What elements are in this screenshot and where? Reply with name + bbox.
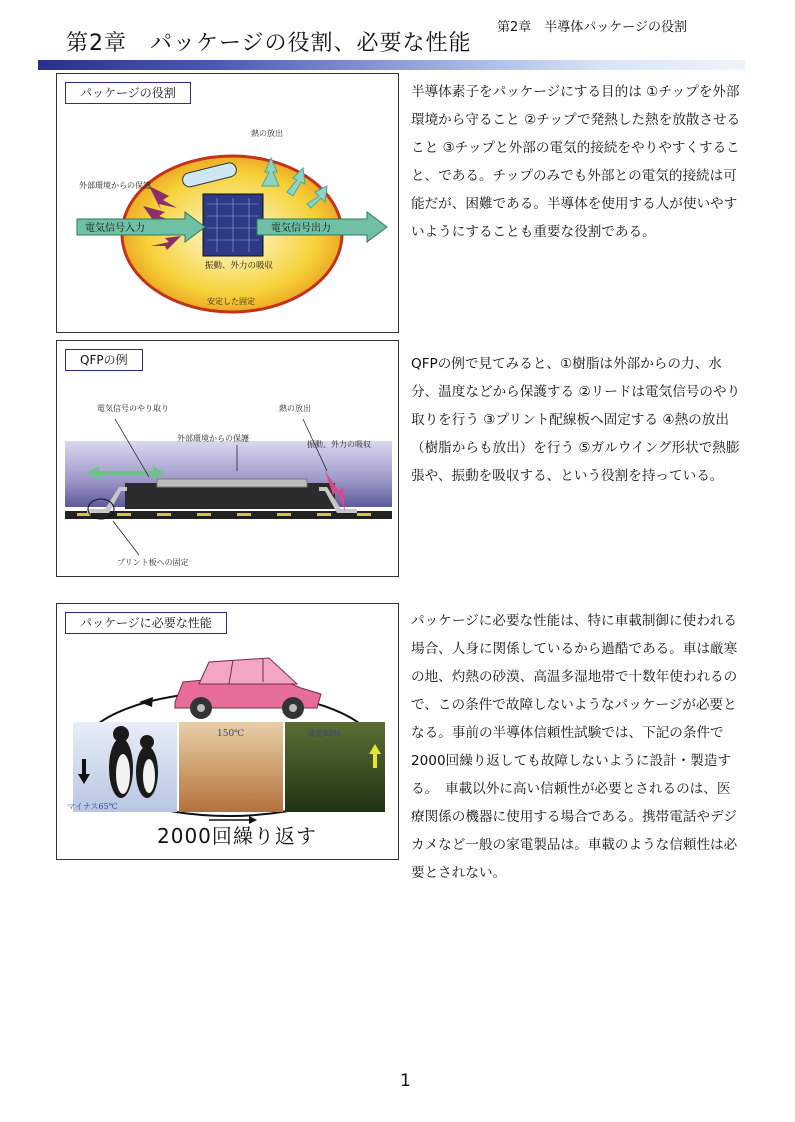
running-head: 第2章 半導体パッケージの役割: [497, 20, 688, 35]
humidity-label: 湿度85%: [307, 729, 341, 738]
chapter-title: 第2章 パッケージの役割、必要な性能: [66, 31, 472, 56]
package-role-diagram: [57, 74, 399, 333]
paragraph-1: 半導体素子をパッケージにする目的は ①チップを外部環境から守ること ②チップで発熱した熱を放散させること ③チップと外部の電気的接続をやりやすくすること、である。チップのみでも外部との電気的接続は可能だが、困難である。半導体を使用する人が使いやすいようにすることも重要な役割である。: [411, 84, 741, 240]
heat-label: 熱の放出: [251, 129, 283, 138]
title-rule: [38, 60, 745, 70]
required-performance-figure: [56, 603, 399, 860]
vibration-label: 振動、外力の吸収: [307, 440, 371, 449]
signal-out-label: 電気信号出力: [271, 223, 331, 234]
panel2-label: QFPの例: [65, 349, 143, 371]
package-role-figure: [56, 73, 399, 333]
heat-label: 熱の放出: [279, 404, 311, 413]
fixing-label: 安定した固定: [207, 297, 255, 306]
panel1-label: パッケージの役割: [65, 82, 191, 104]
signal-in-label: 電気信号入力: [85, 223, 145, 234]
repeat-caption: 2000回繰り返す: [157, 824, 317, 848]
qfp-diagram: [57, 341, 399, 577]
qfp-example-figure: [56, 340, 399, 577]
protect-label: 外部環境からの保護: [79, 181, 151, 190]
panel3-label: パッケージに必要な性能: [65, 612, 227, 634]
temp-high-label: 150℃: [217, 729, 245, 739]
page-number: 1: [400, 1071, 411, 1091]
vibration-label: 振動、外力の吸収: [205, 261, 274, 271]
car-illustration: [175, 658, 321, 719]
temp-low-label: マイナス65℃: [67, 802, 118, 811]
board-label: プリント板への固定: [117, 558, 189, 567]
protect-label: 外部環境からの保護: [177, 434, 249, 443]
die: [157, 479, 307, 487]
paragraph-3: パッケージに必要な性能は、特に車載制御に使われる場合、人身に関係しているから過酷である。車は厳寒の地、灼熱の砂漠、高温多湿地帯で十数年使われるので、この条件で故障しないようなパッケージが必要となる。事前の半導体信頼性試験では、下記の条件で2000回繰り返しても故障しないように設計・製造する。 車載以外に高い信頼性が必要とされるのは、医療関係の機器に使用する場合である。携帯電話やデジカメなど一般の家電製品は。車載のような信頼性は必要とされない。: [411, 613, 738, 881]
paragraph-2: QFPの例で見てみると、①樹脂は外部からの力、水分、温度などから保護する ②リードは電気信号のやり取りを行う ③プリント配線板へ固定する ④熱の放出（樹脂からも放出）を行う ⑤ガルウイング形状で熱膨張や、振動を吸収する、という役割を持っている。: [411, 356, 741, 484]
signal-label: 電気信号のやり取り: [97, 404, 169, 413]
